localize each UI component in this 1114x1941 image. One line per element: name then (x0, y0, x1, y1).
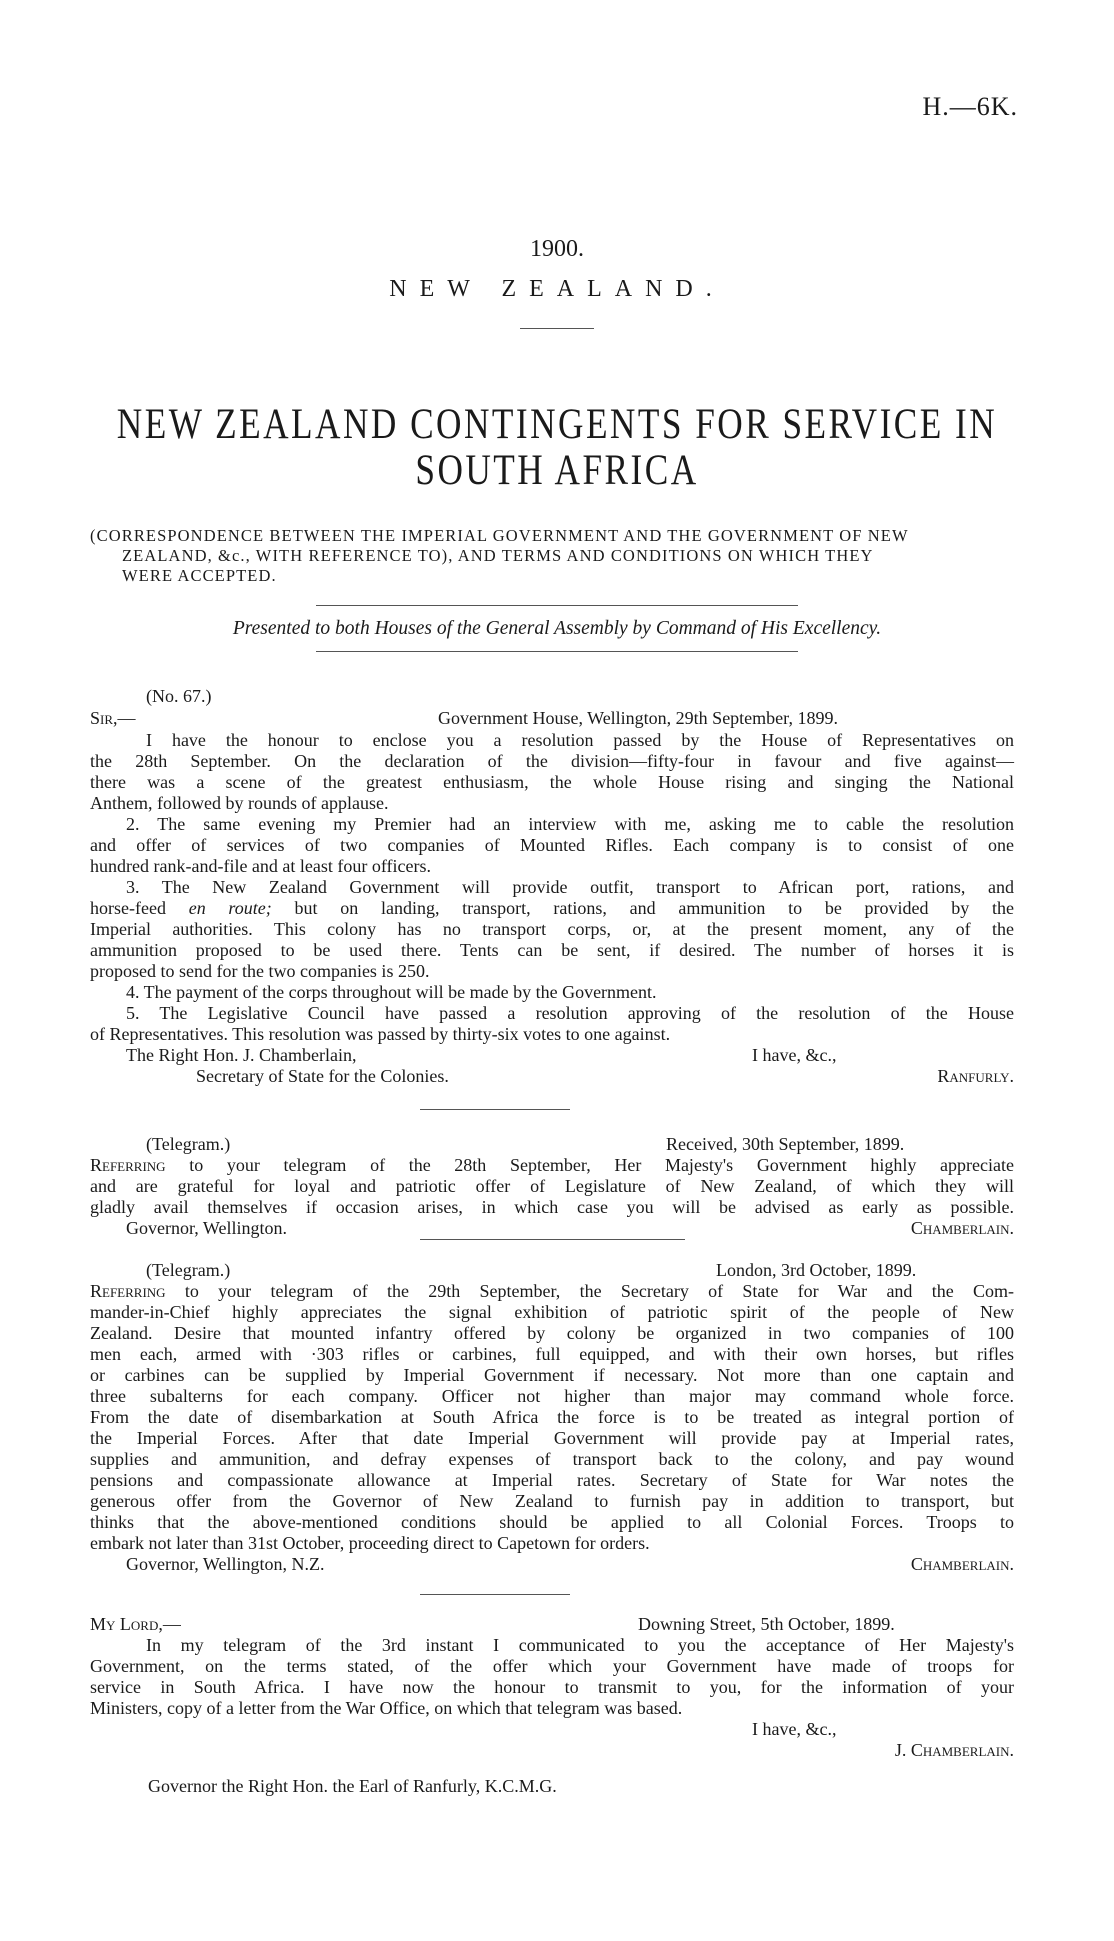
text-line: there was a scene of the greatest enthusiasm, the whole House rising and singing the National (90, 772, 1014, 792)
text-line: embark not later than 31st October, proceeding direct to Capetown for orders. (90, 1533, 650, 1553)
salutation: My Lord,— (90, 1614, 181, 1634)
title-line-1: NEW ZEALAND CONTINGENTS FOR SERVICE IN (116, 401, 998, 448)
text-line: Anthem, followed by rounds of applause. (90, 793, 389, 813)
title-line-2: SOUTH AFRICA (415, 447, 699, 494)
subtitle (90, 526, 1014, 586)
text-line: mander-in-Chief highly appreciates the signal exhibition of patriotic spirit of the people of New (90, 1302, 1014, 1322)
text-line: 4. The payment of the corps throughout will be made by the Government. (126, 982, 657, 1002)
text-line: or carbines can be supplied by Imperial Government if necessary. Not more than one captain and (90, 1365, 1014, 1385)
lead-word: Referring (90, 1281, 166, 1301)
addressee: The Right Hon. J. Chamberlain, (126, 1045, 357, 1065)
text-line: generous offer from the Governor of New Zealand to furnish pay in addition to transport, but (90, 1491, 1014, 1511)
text-line: the 28th September. On the declaration of the division—fifty-four in favour and five against— (90, 751, 1014, 771)
received-date: Received, 30th September, 1899. (666, 1134, 905, 1154)
text-line: thinks that the above-mentioned conditions should be applied to all Colonial Forces. Troops to (90, 1512, 1014, 1532)
text-line: Ministers, copy of a letter from the War Office, on which that telegram was based. (90, 1698, 683, 1718)
text-line: 5. The Legislative Council have passed a resolution approving of the resolution of the House (126, 1003, 1014, 1023)
text-span: to your telegram of the 28th September, Her Majesty's Government highly appreciate (165, 1155, 1014, 1175)
divider (316, 605, 798, 606)
lead-word: Referring (90, 1155, 166, 1175)
divider (520, 328, 594, 329)
telegram-heading (90, 1260, 1014, 1281)
signature: Chamberlain. (910, 1554, 1014, 1574)
text-line: of Representatives. This resolution was passed by thirty-six votes to one against. (90, 1024, 671, 1044)
signature: Chamberlain. (910, 1218, 1014, 1238)
text-line (90, 1281, 1014, 1302)
signature: J. Chamberlain. (894, 1740, 1014, 1760)
text-line (90, 898, 1014, 919)
text-line: ammunition proposed to be used there. Tents can be sent, if desired. The number of horses it is (90, 940, 1014, 960)
text-line: service in South Africa. I have now the honour to transmit to you, for the information of your (90, 1677, 1014, 1697)
addressee: Governor the Right Hon. the Earl of Ranfurly, K.C.M.G. (148, 1776, 557, 1796)
text-line: the Imperial Forces. After that date Imperial Government will provide pay at Imperial rates, (90, 1428, 1014, 1448)
text-span: horse-feed (90, 898, 189, 918)
divider (420, 1239, 685, 1240)
document-year: 1900. (530, 236, 584, 262)
letter-heading (90, 1614, 1014, 1635)
telegram-label: (Telegram.) (146, 1134, 231, 1154)
document-country: NEW ZEALAND. (389, 276, 725, 302)
salutation: Sir,— (90, 708, 136, 728)
signature-row (90, 1740, 1014, 1761)
text-line: Government, on the terms stated, of the offer which your Government have made of troops for (90, 1656, 1014, 1676)
text-line: and are grateful for loyal and patriotic offer of Legislature of New Zealand, of which they will (90, 1176, 1014, 1196)
closing-row (90, 1719, 1014, 1740)
presented-line: Presented to both Houses of the General Assembly by Command of His Excellency. (232, 618, 882, 639)
telegram-recipient: Governor, Wellington, N.Z. (126, 1554, 325, 1574)
text-line: men each, armed with ·303 rifles or carbines, full equipped, and with their own horses, but rifles (90, 1344, 1014, 1364)
text-line: supplies and ammunition, and defray expenses of transport back to the colony, and pay wound (90, 1449, 1014, 1469)
text-line: 3. The New Zealand Government will provide outfit, transport to African port, rations, and (126, 877, 1014, 897)
telegram-label: (Telegram.) (146, 1260, 231, 1280)
signature: Ranfurly. (937, 1066, 1014, 1086)
place-date: London, 3rd October, 1899. (716, 1260, 917, 1280)
text-line: gladly avail themselves if occasion arises, in which case you will be advised as early as possible. (90, 1197, 1014, 1217)
place-date: Government House, Wellington, 29th September, 1899. (438, 708, 838, 728)
addressee-title: Secretary of State for the Colonies. (196, 1066, 449, 1086)
subtitle-line: (CORRESPONDENCE BETWEEN THE IMPERIAL GOVERNMENT AND THE GOVERNMENT OF NEW (90, 526, 909, 545)
text-line: 2. The same evening my Premier had an interview with me, asking me to cable the resolution (126, 814, 1014, 834)
text-line: and offer of services of two companies of Mounted Rifles. Each company is to consist of one (90, 835, 1014, 855)
subtitle-line: ZEALAND, &c., WITH REFERENCE TO), AND TERMS AND CONDITIONS ON WHICH THEY (122, 546, 874, 565)
text-line: I have the honour to enclose you a resolution passed by the House of Representatives on (146, 730, 1014, 750)
signature-row (90, 1066, 1014, 1087)
text-line (90, 1155, 1014, 1176)
divider (420, 1594, 570, 1595)
closing-row (90, 1045, 1014, 1066)
place-date: Downing Street, 5th October, 1899. (638, 1614, 895, 1634)
subtitle-line: WERE ACCEPTED. (122, 566, 277, 585)
signature-row (90, 1554, 1014, 1575)
text-span: but on landing, transport, rations, and ammunition to be provided by the (271, 898, 1014, 918)
divider (420, 1109, 570, 1110)
text-span: to your telegram of the 29th September, the Secretary of State for War and the Com- (165, 1281, 1014, 1301)
telegram-heading (90, 1134, 1014, 1155)
document-reference: H.—6K. (922, 92, 1018, 121)
text-line: hundred rank-and-file and at least four officers. (90, 856, 432, 876)
letter-number: (No. 67.) (146, 686, 212, 706)
text-line: Imperial authorities. This colony has no transport corps, or, at the present moment, any of the (90, 919, 1014, 939)
text-line: proposed to send for the two companies is 250. (90, 961, 430, 981)
closing: I have, &c., (752, 1045, 837, 1065)
closing: I have, &c., (752, 1719, 837, 1739)
telegram-recipient: Governor, Wellington. (126, 1218, 287, 1238)
letter-heading (90, 708, 1014, 729)
signature-row (90, 1218, 1014, 1239)
divider (316, 651, 798, 652)
text-line: pensions and compassionate allowance at Imperial rates. Secretary of State for War notes the (90, 1470, 1014, 1490)
text-line: Zealand. Desire that mounted infantry offered by colony be organized in two companies of 100 (90, 1323, 1014, 1343)
text-line: three subalterns for each company. Officer not higher than major may command whole force. (90, 1386, 1014, 1406)
text-line: From the date of disembarkation at South Africa the force is to be treated as integral portion of (90, 1407, 1014, 1427)
italic-phrase: en route; (188, 898, 272, 918)
text-line: In my telegram of the 3rd instant I communicated to you the acceptance of Her Majesty's (146, 1635, 1014, 1655)
